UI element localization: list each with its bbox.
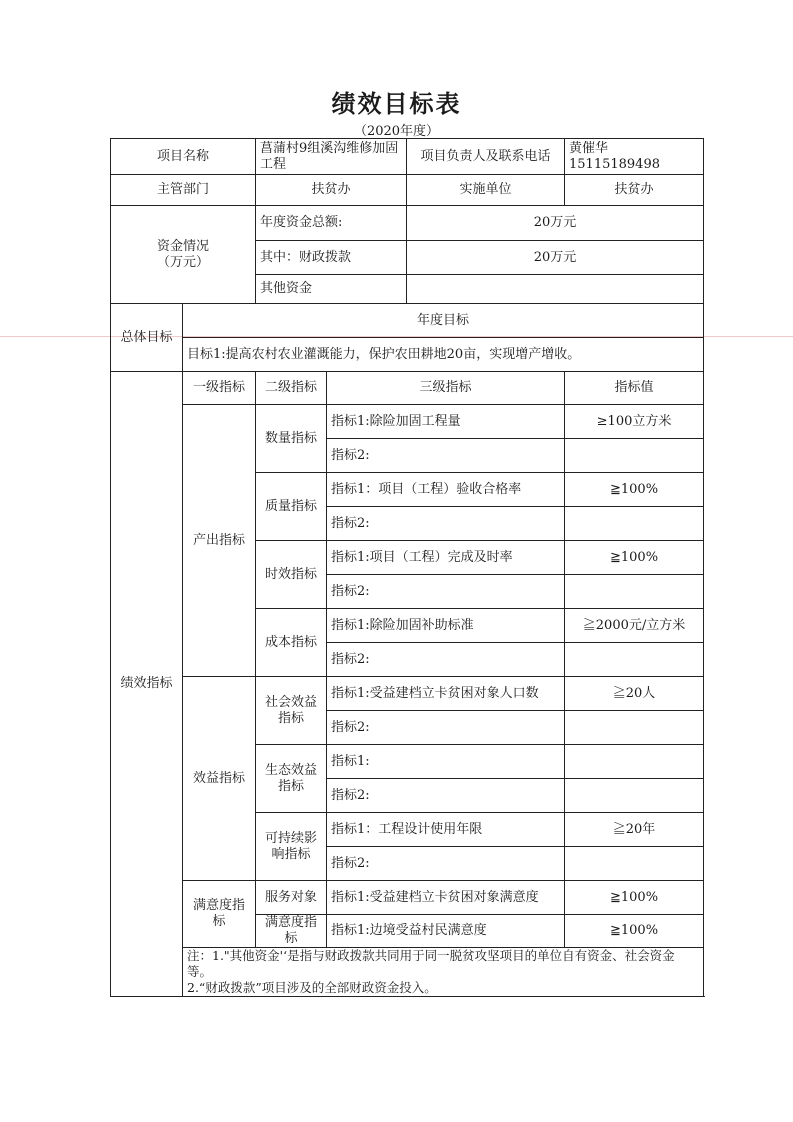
level2-cost: 成本指标 — [256, 609, 327, 677]
manager-label: 项目负责人及联系电话 — [407, 139, 565, 175]
indicator-value — [565, 847, 704, 881]
indicator-cell: 指标2: — [327, 779, 565, 813]
level2-satisfaction: 满意度指标 — [256, 915, 327, 948]
indicator-value — [565, 779, 704, 813]
funds-other-label: 其他资金 — [256, 275, 407, 304]
col-value: 指标值 — [565, 372, 704, 405]
indicator-value: ≧100% — [565, 541, 704, 575]
impl-label: 实施单位 — [407, 175, 565, 206]
page-title: 绩效目标表 — [331, 89, 462, 118]
level1-benefit: 效益指标 — [183, 677, 256, 881]
indicator-cell: 指标2: — [327, 575, 565, 609]
project-name-value: 菖蒲村9组溪沟维修加固工程 — [256, 139, 407, 175]
indicator-value: ≥100立方米 — [565, 405, 704, 439]
indicator-value — [565, 711, 704, 745]
perf-label: 绩效指标 — [111, 372, 183, 997]
col-level1: 一级指标 — [183, 372, 256, 405]
funds-other-value — [407, 275, 704, 304]
indicator-cell: 指标2: — [327, 711, 565, 745]
indicator-value — [565, 575, 704, 609]
funds-label-line2: （万元） — [157, 254, 210, 270]
indicator-cell: 指标1：工程设计使用年限 — [327, 813, 565, 847]
indicator-value: ≧100% — [565, 473, 704, 507]
level2-quality: 质量指标 — [256, 473, 327, 541]
level2-sustainable: 可持续影响指标 — [256, 813, 327, 881]
funds-label-line1: 资金情况 — [157, 238, 210, 254]
level2-ecological: 生态效益指标 — [256, 745, 327, 813]
indicator-cell: 指标1:项目（工程）完成及时率 — [327, 541, 565, 575]
indicator-cell: 指标1:边境受益村民满意度 — [327, 915, 565, 948]
funds-total-label: 年度资金总额: — [256, 206, 407, 241]
funds-fiscal-value: 20万元 — [407, 241, 704, 275]
indicator-cell: 指标2: — [327, 847, 565, 881]
dept-value: 扶贫办 — [256, 175, 407, 206]
indicator-value: ≧2000元/立方米 — [565, 609, 704, 643]
indicator-value: ≧100% — [565, 881, 704, 915]
overall-label: 总体目标 — [111, 304, 183, 372]
level2-quantity: 数量指标 — [256, 405, 327, 473]
indicator-cell: 指标1:受益建档立卡贫困对象人口数 — [327, 677, 565, 711]
funds-total-value: 20万元 — [407, 206, 704, 241]
impl-value: 扶贫办 — [565, 175, 704, 206]
indicator-value: ≧100% — [565, 915, 704, 948]
indicator-cell: 指标1：项目（工程）验收合格率 — [327, 473, 565, 507]
level1-satisfaction: 满意度指标 — [183, 881, 256, 948]
manager-value: 黄催华 15115189498 — [565, 139, 704, 175]
level2-service: 服务对象 — [256, 881, 327, 915]
note-line-1: 注：1."其他资金'‘是指与财政拨款共同用于同一脱贫攻坚项目的单位自有资金、社会资金等。 — [187, 948, 675, 979]
indicator-cell: 指标2: — [327, 643, 565, 677]
level1-output: 产出指标 — [183, 405, 256, 677]
year-goal-label: 年度目标 — [183, 304, 704, 338]
level2-timeliness: 时效指标 — [256, 541, 327, 609]
project-name-label: 项目名称 — [111, 139, 256, 175]
indicator-cell: 指标1: — [327, 745, 565, 779]
overall-goal: 目标1:提高农村农业灌溉能力，保护农田耕地20亩，实现增产增收。 — [183, 338, 704, 372]
indicator-cell: 指标1:除险加固工程量 — [327, 405, 565, 439]
notes — [183, 948, 704, 997]
funds-label — [111, 206, 256, 304]
indicator-cell: 指标2: — [327, 439, 565, 473]
dept-label: 主管部门 — [111, 175, 256, 206]
indicator-cell: 指标1:受益建档立卡贫困对象满意度 — [327, 881, 565, 915]
level2-social: 社会效益指标 — [256, 677, 327, 745]
col-level3: 三级指标 — [327, 372, 565, 405]
indicator-cell: 指标2: — [327, 507, 565, 541]
col-level2: 二级指标 — [256, 372, 327, 405]
indicator-value — [565, 507, 704, 541]
indicator-value — [565, 745, 704, 779]
indicator-value — [565, 643, 704, 677]
performance-table — [110, 138, 704, 997]
indicator-value: ≧20人 — [565, 677, 704, 711]
indicator-value — [565, 439, 704, 473]
note-line-2: 2.“财政拨款”项目涉及的全部财政资金投入。 — [187, 980, 437, 995]
indicator-value: ≧20年 — [565, 813, 704, 847]
funds-fiscal-label: 其中：财政拨款 — [256, 241, 407, 275]
year-label: （2020年度） — [353, 124, 440, 139]
indicator-cell: 指标1:除险加固补助标准 — [327, 609, 565, 643]
